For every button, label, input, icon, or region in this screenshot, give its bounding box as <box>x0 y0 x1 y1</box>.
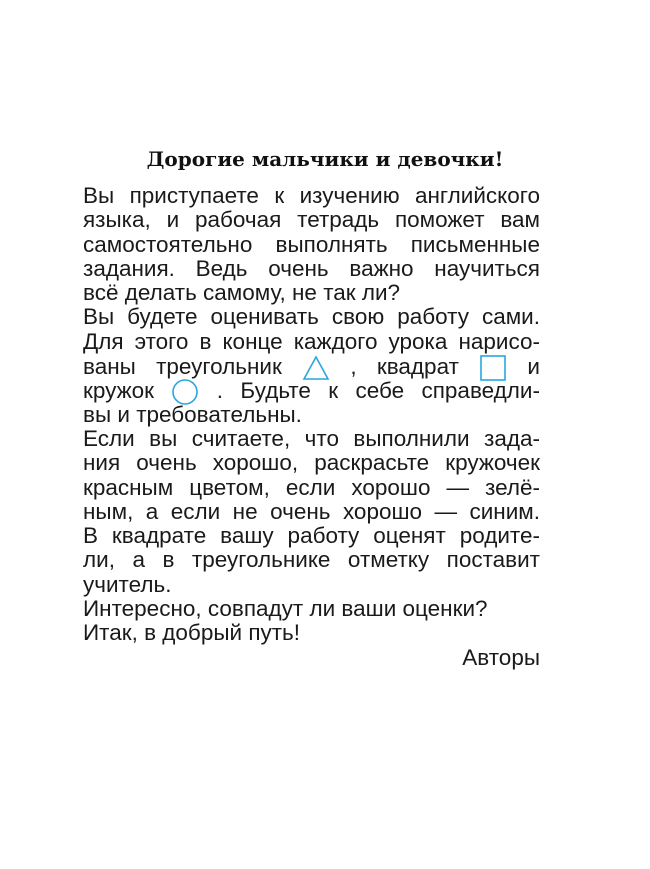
text-line: Вы приступаете к изучению английского <box>83 183 540 208</box>
signature: Авторы <box>462 644 540 670</box>
text-line: задания. Ведь очень важно научиться <box>83 255 540 281</box>
text-line: вы и требовательны. <box>83 401 302 427</box>
text-line: Для этого в конце каждого урока нарисо- <box>83 328 540 354</box>
text-line: ным, а если не очень хорошо — синим. <box>83 498 540 524</box>
text-line: В квадрате вашу работу оценят родите- <box>83 523 540 549</box>
text-line: Вы будете оценивать свою работу сами. <box>83 304 540 330</box>
text-line: Если вы считаете, что выполнили зада- <box>83 425 540 451</box>
text-line-shapes <box>83 378 540 402</box>
text-line: ли, а в треугольнике отметку поставит <box>83 547 540 573</box>
text-line: языка, и рабочая тетрадь поможет вам <box>83 207 540 233</box>
text-line: ния очень хорошо, раскрасьте кружочек <box>83 450 540 476</box>
triangle-icon <box>302 355 330 381</box>
text-line: Интересно, совпадут ли ваши оценки? <box>83 596 488 622</box>
text-line: самостоятельно выполнять письменные <box>83 231 540 257</box>
text-line: красным цветом, если хорошо — зелё- <box>83 474 540 500</box>
text-segment: . Будьте к себе справедли- <box>216 378 540 404</box>
text-line: всё делать самому, не так ли? <box>83 280 401 306</box>
text-line: Итак, в добрый путь! <box>83 620 301 646</box>
text-line-shapes <box>83 354 540 378</box>
text-segment: и <box>527 354 540 380</box>
text-segment: , квадрат <box>350 354 459 380</box>
text-segment: ваны треугольник <box>83 354 282 380</box>
letter-body <box>83 184 540 670</box>
text-line: учитель. <box>83 571 172 597</box>
text-segment: кружок <box>83 378 155 404</box>
page-title: Дорогие мальчики и девочки! <box>146 147 504 171</box>
